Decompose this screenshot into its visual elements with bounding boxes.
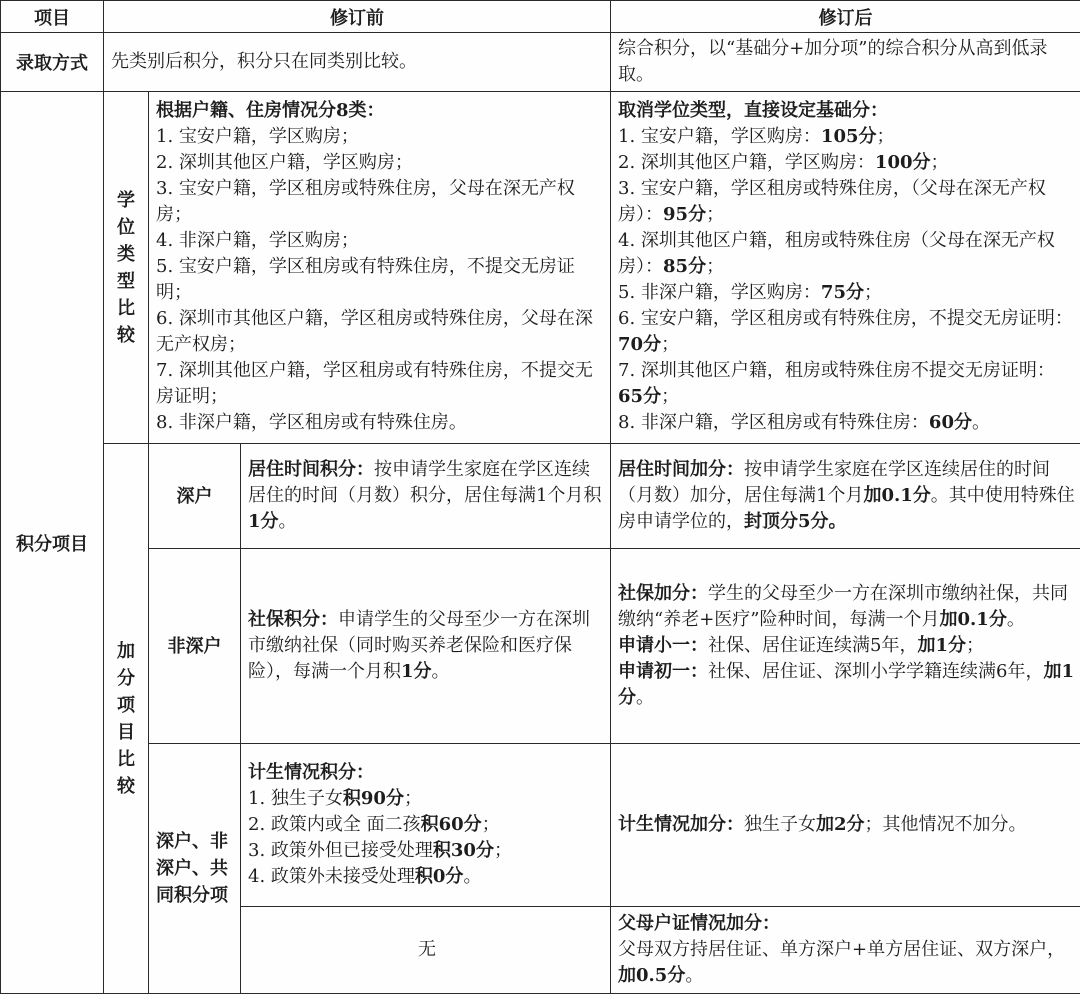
degree-type-row (1, 92, 1080, 444)
birth-policy-after-cell: 计生情况加分：独生子女加2分；其他情况不加分。 (611, 744, 1080, 907)
degree-type-after-cell: 取消学位类型，直接设定基础分： 1. 宝安户籍，学区购房：105分； 2. 深圳其他区户籍，学区购房：100分； 3. 宝安户籍，学区租房或特殊住房，（父母在深无产权房）：95分； 4. 深圳其他区户籍，租房或特殊住房（父母在深无产权房）：85分； 5. 非深户籍，学区购房：75分； 6. 宝安户籍，学区租房或有特殊住房，不提交无房证明：70分； 7. 深圳其他区户籍，租房或特殊住房不提交无房证明：65分； 8. 非深户籍，学区租房或有特殊住房：60分。 (611, 92, 1080, 444)
table-header-row (1, 1, 1080, 33)
birth-policy-before-cell: 计生情况积分： 1. 独生子女积90分； 2. 政策内或全 面二孩积60分； 3. 政策外但已接受处理积30分； 4. 政策外未接受处理积0分。 (241, 744, 611, 907)
non-shenzhen-household-row (1, 549, 1080, 744)
column-header-item: 项目 (1, 1, 104, 33)
row-label-points-items: 积分项目 (1, 92, 104, 994)
admission-before-cell: 先类别后积分，积分只在同类别比较。 (104, 33, 611, 92)
column-header-before-revision: 修订前 (104, 1, 611, 33)
degree-type-before-cell: 根据户籍、住房情况分8类： 1. 宝安户籍，学区购房； 2. 深圳其他区户籍，学区购房； 3. 宝安户籍，学区租房或特殊住房，父母在深无产权房； 4. 非深户籍，学区购房； 5. 宝安户籍，学区租房或有特殊住房，不提交无房证明； 6. 深圳市其他区户籍，学区租房或特殊住房，父母在深无产权房； 7. 深圳其他区户籍，学区租房或有特殊住房，不提交无房证明； 8. 非深户籍，学区租房或有特殊住房。 (149, 92, 611, 444)
residence-time-before-cell: 居住时间积分：按申请学生家庭在学区连续居住的时间（月数）积分，居住每满1个月积1分。 (241, 444, 611, 549)
social-insurance-after-cell: 社保加分：学生的父母至少一方在深圳市缴纳社保，共同缴纳“养老+医疗”险种时间，每满一个月加0.1分。 申请小一：社保、居住证连续满5年，加1分； 申请初一：社保、居住证、深圳小学学籍连续满6年，加1分。 (611, 549, 1080, 744)
row-label-common-points-items: 深户、非深户、共同积分项 (149, 744, 241, 994)
shenzhen-household-row (1, 444, 1080, 549)
social-insurance-before-cell: 社保积分：申请学生的父母至少一方在深圳市缴纳社保（同时购买养老保险和医疗保险），每满一个月积1分。 (241, 549, 611, 744)
row-label-shenzhen-household: 深户 (149, 444, 241, 549)
admission-after-cell: 综合积分，以“基础分+加分项”的综合积分从高到低录取。 (611, 33, 1080, 92)
parents-certificate-before-none-cell: 无 (241, 907, 611, 994)
residence-time-after-cell: 居住时间加分：按申请学生家庭在学区连续居住的时间（月数）加分，居住每满1个月加0.1分。其中使用特殊住房申请学位的，封顶分5分。 (611, 444, 1080, 549)
row-label-degree-type-compare: 学位类型比较 (104, 92, 149, 444)
column-header-after-revision: 修订后 (611, 1, 1080, 33)
row-label-bonus-items-compare: 加分项目比较 (104, 444, 149, 994)
row-label-admission-method: 录取方式 (1, 33, 104, 92)
admission-method-row (1, 33, 1080, 92)
row-label-non-shenzhen-household: 非深户 (149, 549, 241, 744)
parents-certificate-after-cell: 父母户证情况加分： 父母双方持居住证、单方深户+单方居住证、双方深户，加0.5分。 (611, 907, 1080, 994)
birth-policy-row (1, 744, 1080, 907)
